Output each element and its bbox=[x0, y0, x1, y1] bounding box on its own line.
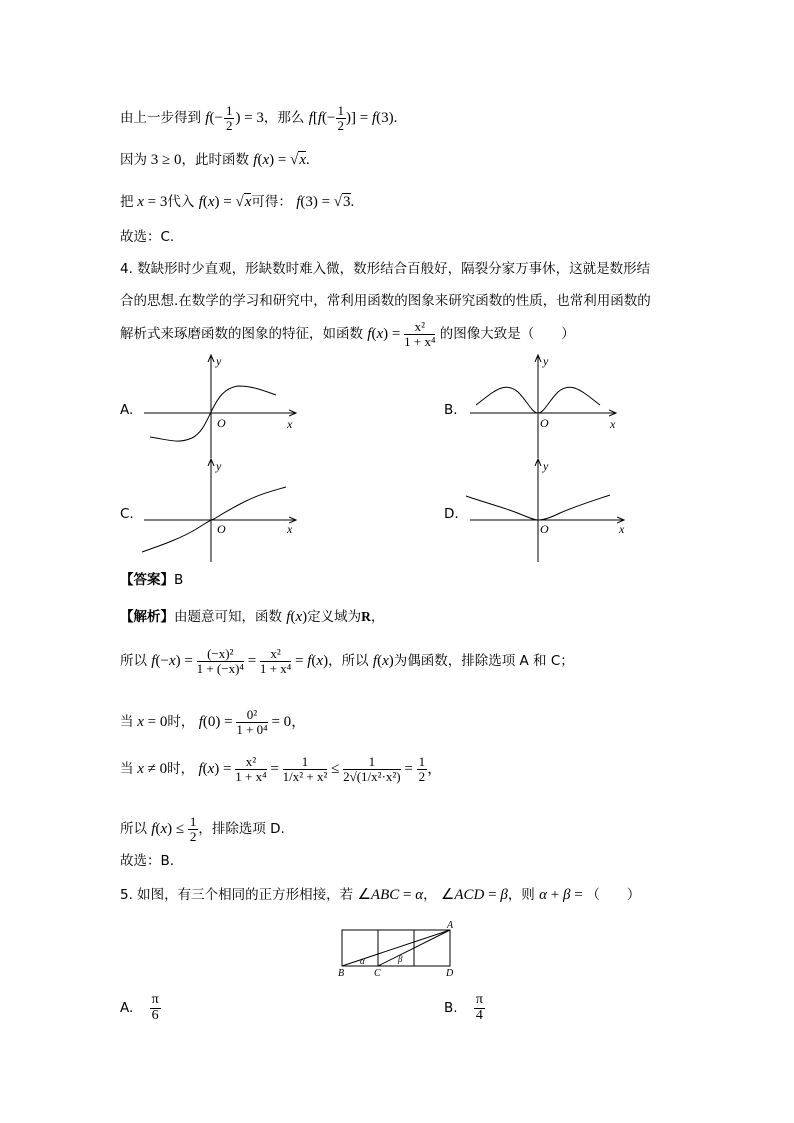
origin-label: O bbox=[540, 522, 549, 536]
solution-line-3: 把 x = 3代入 f(x) = √x可得： f(3) = √3. bbox=[120, 194, 355, 210]
analysis-line-1: 【解析】由题意可知，函数 f(x)定义域为R， bbox=[120, 609, 385, 625]
analysis-line-2: 所以 f(−x) = $\frac{\text{(−x)²}}{\text{1 + (−x)⁴}}$ = $\frac{\text{x²}}{\text{1 + x⁴}}$ = f(x)，所以 f(x)为偶函数，排除选项 A 和 C； bbox=[120, 646, 574, 676]
answer-tag: 【答案】 bbox=[120, 572, 174, 588]
y-axis-label: y bbox=[216, 354, 222, 368]
text: 的图像大致是（ ） bbox=[439, 326, 575, 343]
text: 时， bbox=[167, 761, 195, 778]
text: 代入 bbox=[167, 194, 195, 210]
origin-label: O bbox=[540, 416, 549, 430]
pi: π bbox=[475, 992, 483, 1007]
option-d-label: D. bbox=[444, 506, 459, 522]
point-c-label: C bbox=[374, 968, 381, 979]
text: 为偶函数，排除选项 A 和 C； bbox=[393, 653, 574, 670]
option-b-label: B. bbox=[444, 402, 458, 418]
option-label: B. bbox=[444, 1000, 458, 1017]
graph-a bbox=[144, 354, 295, 458]
analysis-line-3: 当 x = 0时， f(0) = $\frac{\text{0²}}{\text{1 + 0⁴}}$ = 0， bbox=[120, 707, 307, 737]
point-d-label: D bbox=[446, 968, 454, 979]
answer-value: B bbox=[174, 572, 184, 588]
answer-line bbox=[120, 570, 183, 590]
solution-line-1: 由上一步得到 f(− $\frac{1}{2}$ ) = 3，那么 f[f(− $\frac{1}{2}$ )] = f(3). bbox=[120, 103, 398, 133]
point-b-label: B bbox=[338, 968, 345, 979]
text: 当 bbox=[120, 714, 134, 731]
text: 时， bbox=[167, 714, 195, 731]
text: 5. 如图，有三个相同的正方形相接，若 bbox=[120, 887, 354, 903]
x-axis-label: x bbox=[287, 417, 293, 431]
x-axis-label: x bbox=[287, 522, 293, 536]
text: 可得： bbox=[251, 194, 292, 210]
text: ，此时函数 bbox=[181, 152, 249, 168]
choose-c-line: 故选：C. bbox=[120, 229, 175, 245]
x-axis-label: x bbox=[610, 417, 616, 431]
text: ，所以 bbox=[328, 653, 369, 670]
denominator: 4 bbox=[475, 1007, 483, 1023]
text: ，那么 bbox=[263, 110, 305, 127]
q5-figure bbox=[330, 918, 460, 980]
q5-option-b bbox=[444, 993, 485, 1023]
q5-option-a bbox=[120, 993, 161, 1023]
text: ， bbox=[370, 609, 385, 625]
beta-label: β bbox=[398, 954, 403, 964]
text: 所以 bbox=[120, 653, 147, 670]
pi: π bbox=[151, 992, 159, 1007]
graph-b bbox=[470, 354, 616, 458]
graph-d bbox=[466, 459, 625, 562]
text: （ ） bbox=[586, 887, 641, 903]
analysis-line-4: 当 x ≠ 0时， f(x) = $\frac{\text{x²}}{\text{1 + x⁴}}$ = $\frac{1}{\text{1/x² + x²}}$ ≤ $\frac{1}{\text{2√(1/x²·x²)}}$ = $\frac{1}{2}$ ， bbox=[120, 754, 443, 784]
alpha-label: α bbox=[360, 956, 365, 966]
text: ， bbox=[423, 887, 437, 903]
analysis-line-5: 所以 f(x) ≤ $\frac{1}{2}$ ，排除选项 D. bbox=[120, 814, 285, 844]
text: ，排除选项 D. bbox=[198, 821, 285, 838]
text: 由上一步得到 bbox=[120, 110, 201, 127]
text: 所以 bbox=[120, 821, 147, 838]
y-axis-label: y bbox=[543, 459, 549, 473]
origin-label: O bbox=[217, 416, 226, 430]
text: 把 bbox=[120, 194, 134, 210]
text: 当 bbox=[120, 761, 134, 778]
y-axis-label: y bbox=[543, 354, 549, 368]
text: 定义域为 bbox=[307, 609, 362, 625]
origin-label: O bbox=[217, 522, 226, 536]
text: 由题意可知，函数 bbox=[174, 609, 282, 625]
y-axis-label: y bbox=[216, 459, 222, 473]
denominator: 6 bbox=[151, 1007, 159, 1023]
q4-line-2: 合的思想.在数学的学习和研究中，常利用函数的图象来研究函数的性质，也常利用函数的 bbox=[120, 293, 651, 309]
analysis-line-6: 故选：B. bbox=[120, 853, 175, 869]
text: 解析式来琢磨函数的图象的特征，如函数 bbox=[120, 326, 363, 343]
text: ，则 bbox=[507, 887, 535, 903]
point-a-label: A bbox=[447, 920, 454, 931]
x-axis-label: x bbox=[619, 522, 625, 536]
graph-c bbox=[142, 459, 295, 562]
q4-line-1: 4. 数缺形时少直观，形缺数时难入微，数形结合百般好，隔裂分家万事休，这就是数形结 bbox=[120, 261, 651, 277]
option-label: A. bbox=[120, 1000, 134, 1017]
q4-line-3: 解析式来琢磨函数的图象的特征，如函数 f(x) = $\frac{\text{x²}}{\text{1 + x⁴}}$ 的图像大致是（ ） bbox=[120, 319, 575, 349]
analysis-tag: 【解析】 bbox=[120, 609, 174, 625]
text: 因为 bbox=[120, 152, 147, 168]
q5-text: 5. 如图，有三个相同的正方形相接，若 ∠ABC = α， ∠ACD = β，则 α + β = （ ） bbox=[120, 887, 641, 903]
option-a-label: A. bbox=[120, 402, 134, 418]
option-c-label: C. bbox=[120, 506, 134, 522]
real-set-symbol: R bbox=[361, 609, 371, 624]
solution-line-2: 因为 3 ≥ 0，此时函数 f(x) = √x. bbox=[120, 152, 310, 168]
